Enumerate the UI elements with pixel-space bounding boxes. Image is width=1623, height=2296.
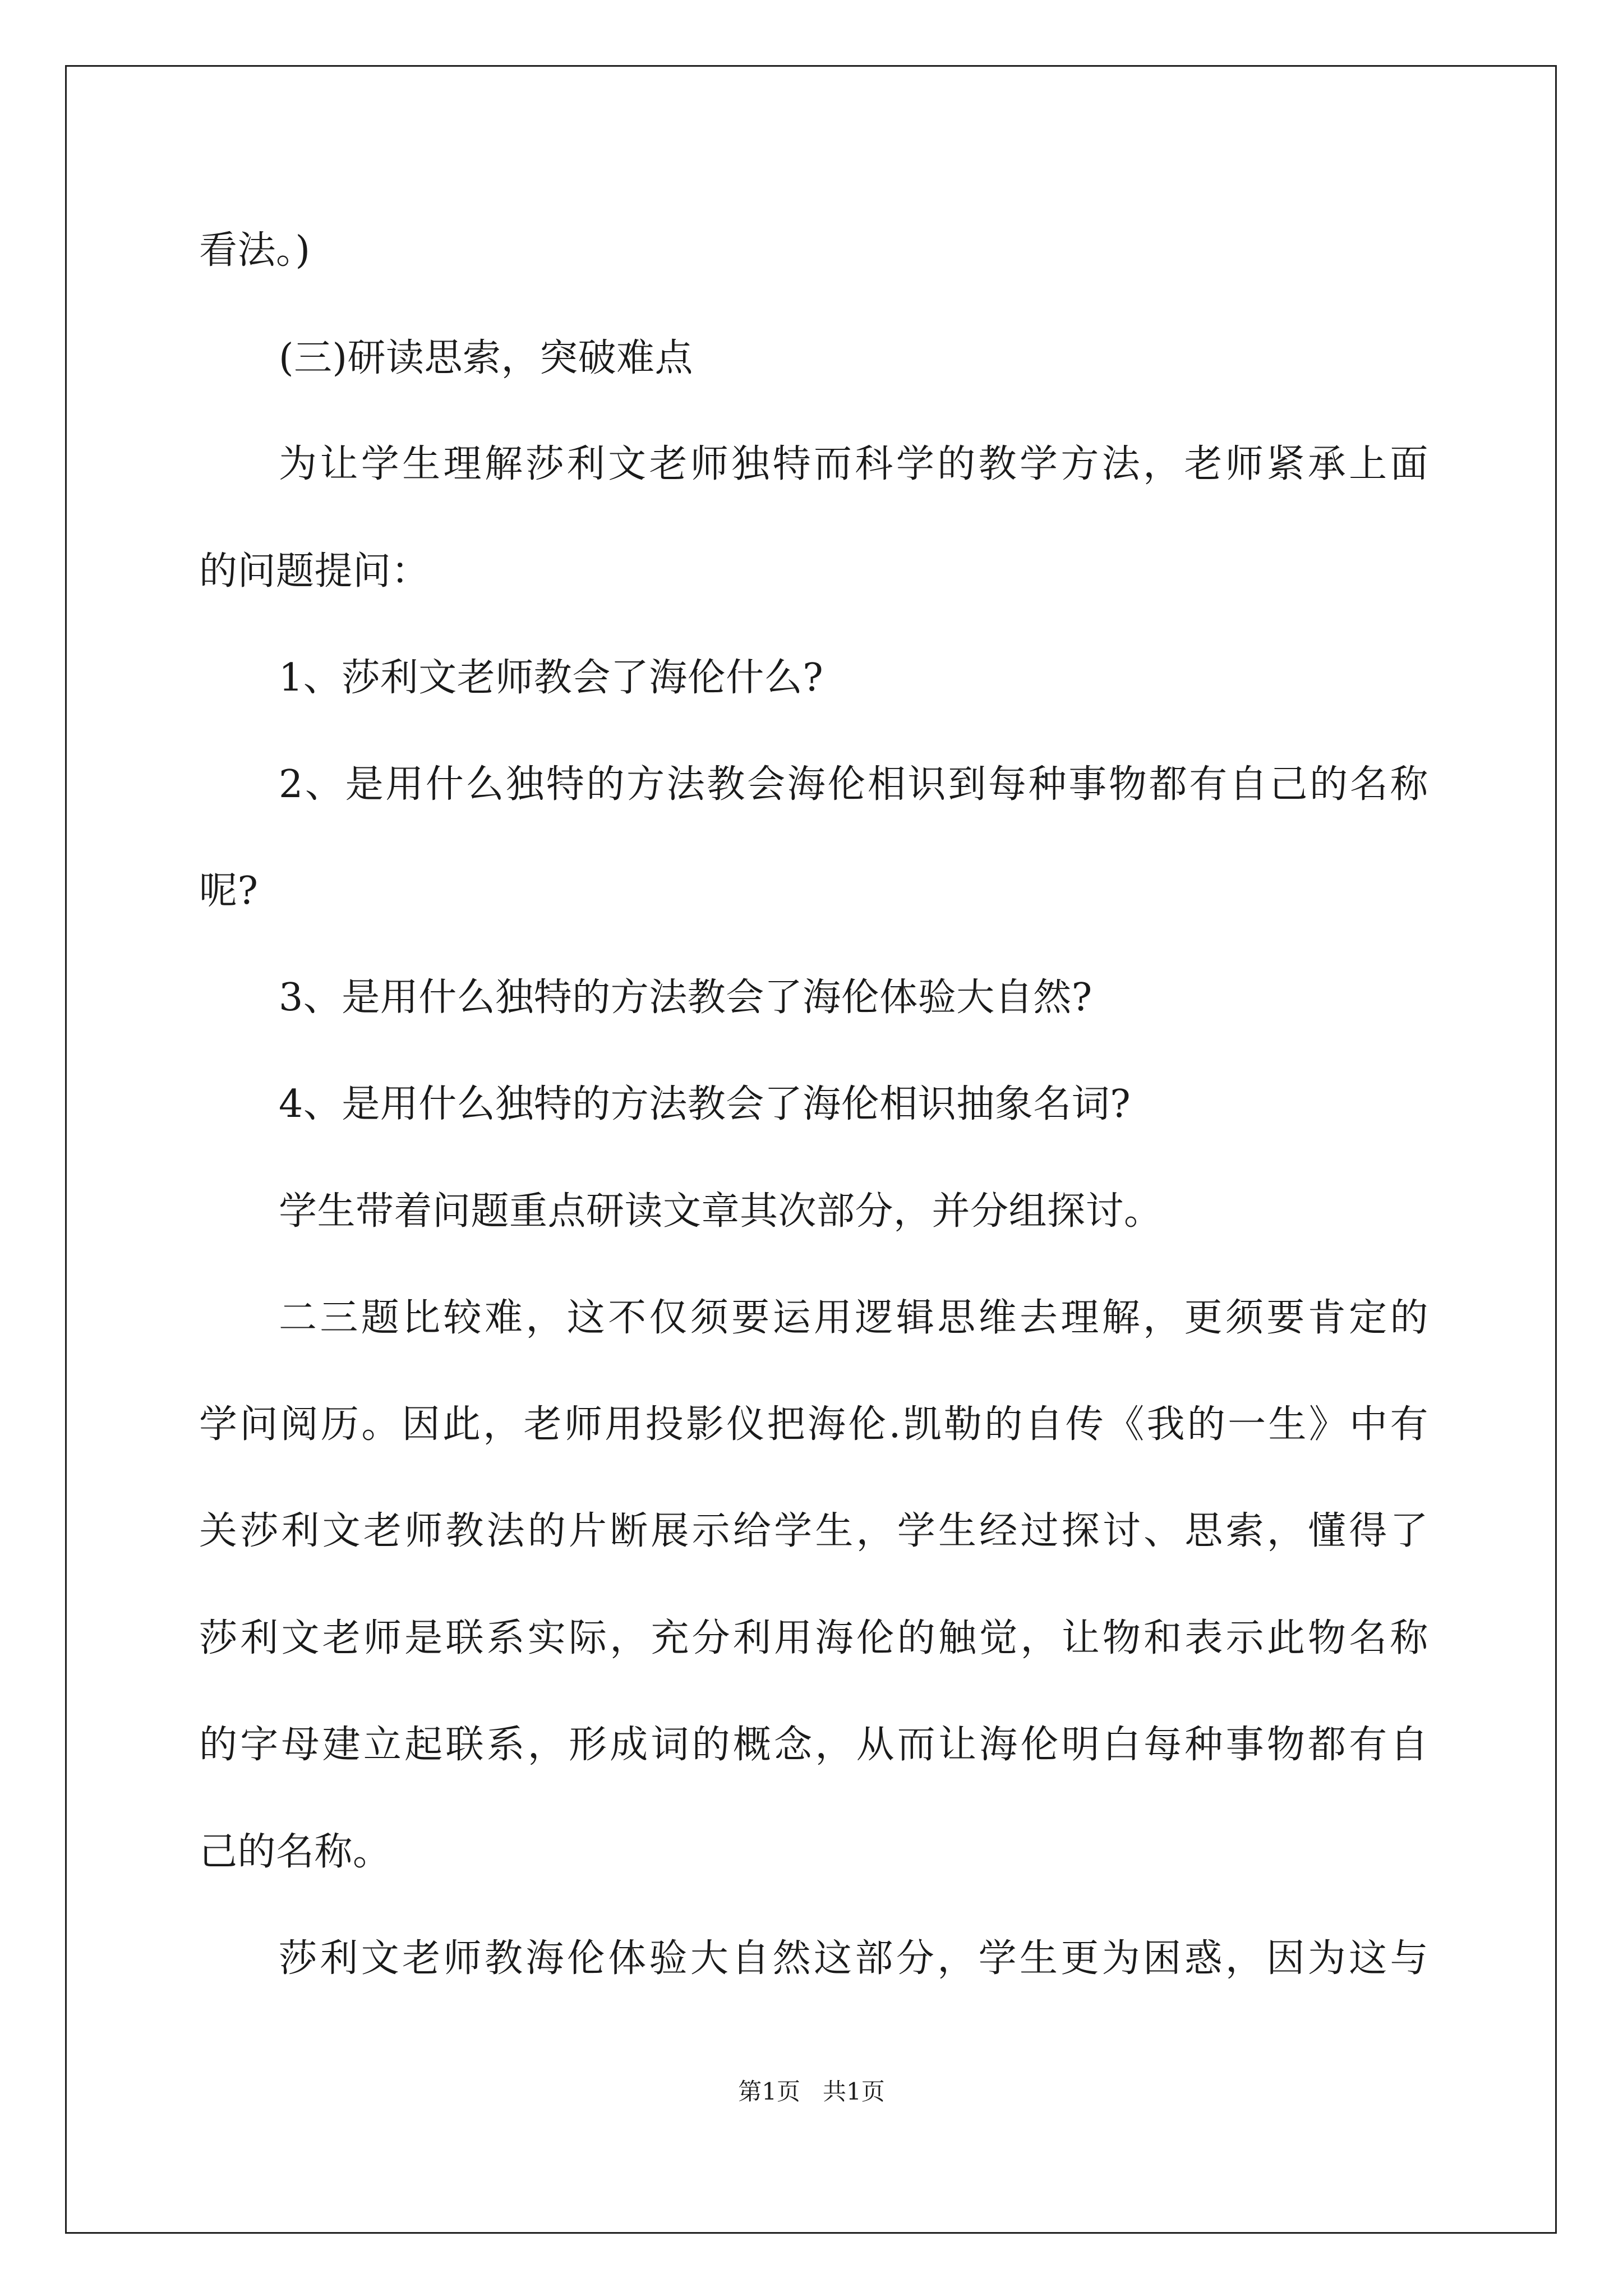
page-border — [65, 65, 1557, 2234]
question-3: 3、是用什么独特的方法教会了海伦体验大自然? — [279, 976, 1092, 1020]
text-line-1: 看法。) — [199, 228, 311, 273]
text-line-11: 二三题比较难，这不仅须要运用逻辑思维去理解，更须要肯定的 — [279, 1296, 1428, 1340]
question-1: 1、莎利文老师教会了海伦什么? — [279, 656, 824, 700]
section-heading: (三)研读思索，突破难点 — [279, 336, 694, 380]
question-2-cont: 呢? — [199, 869, 259, 913]
text-line-16: 己的名称。 — [199, 1830, 391, 1874]
text-line-12: 学问阅历。因此，老师用投影仪把海伦.凯勒的自传《我的一生》中有 — [199, 1402, 1428, 1447]
text-line-17: 莎利文老师教海伦体验大自然这部分，学生更为困惑，因为这与 — [279, 1936, 1428, 1981]
text-line-15: 的字母建立起联系，形成词的概念，从而让海伦明白每种事物都有自 — [199, 1723, 1428, 1767]
text-line-13: 关莎利文老师教法的片断展示给学生，学生经过探讨、思索，懂得了 — [199, 1509, 1428, 1553]
question-2: 2、是用什么独特的方法教会海伦相识到每种事物都有自己的名称 — [279, 762, 1428, 807]
text-line-3: 为让学生理解莎利文老师独特而科学的教学方法，老师紧承上面 — [279, 442, 1428, 486]
text-line-14: 莎利文老师是联系实际，充分利用海伦的触觉，让物和表示此物名称 — [199, 1616, 1428, 1660]
question-4: 4、是用什么独特的方法教会了海伦相识抽象名词? — [279, 1082, 1131, 1126]
text-line-4: 的问题提问： — [199, 549, 430, 593]
text-line-10: 学生带着问题重点研读文章其次部分，并分组探讨。 — [279, 1189, 1163, 1234]
page-footer: 第1页 共1页 — [738, 2078, 885, 2105]
